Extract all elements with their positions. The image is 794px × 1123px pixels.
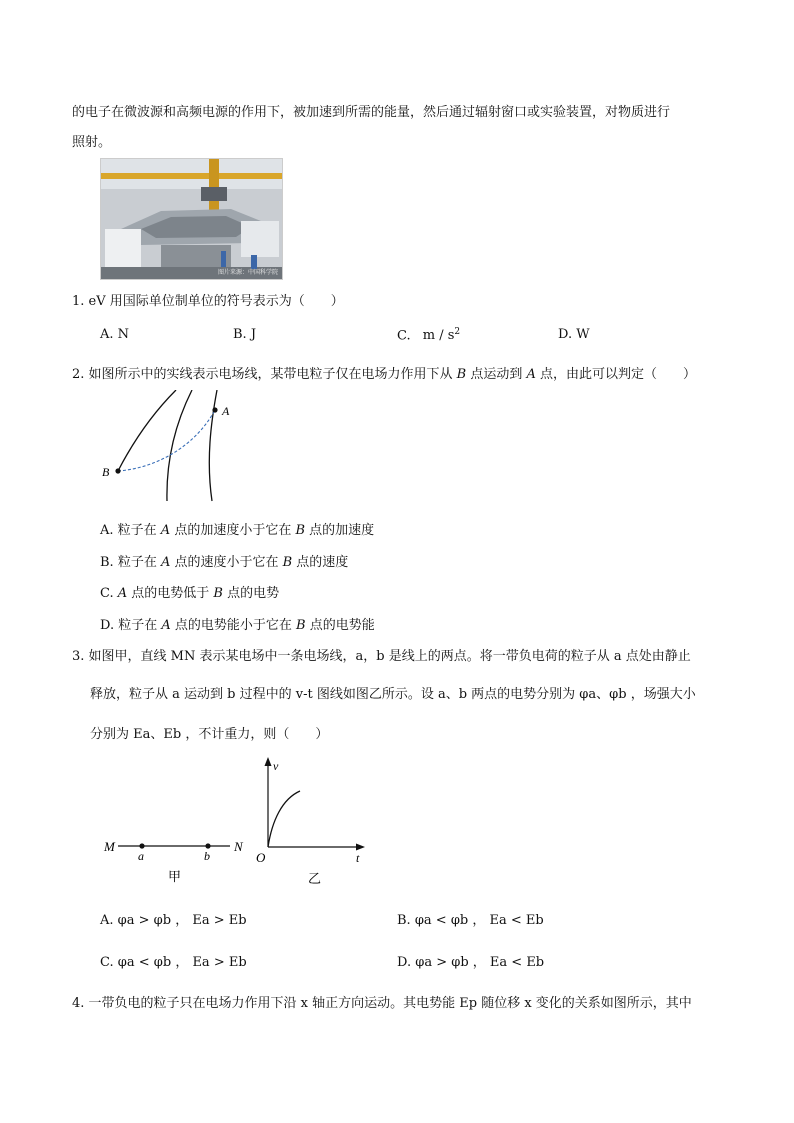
label-origin: O — [256, 850, 266, 865]
point-b — [115, 468, 120, 473]
t-axis-arrow — [356, 844, 365, 851]
q2-option-c-v1: A — [117, 586, 128, 601]
q2-stem — [72, 363, 696, 382]
q2-option-b-post: 点的速度 — [292, 555, 349, 570]
q1-option-c[interactable] — [397, 327, 460, 343]
intro-line-2: 照射。 — [72, 135, 112, 150]
q2-stem-b: B — [456, 367, 467, 382]
v-axis-arrow — [265, 757, 272, 766]
point-a — [212, 407, 217, 412]
q1-option-d[interactable]: D. W — [558, 327, 590, 342]
label-b-small: b — [204, 849, 210, 863]
q3-option-d[interactable]: D. φa > φb ， Ea < Eb — [397, 955, 545, 970]
q2-option-c-v2: B — [213, 586, 223, 601]
particle-trajectory — [118, 410, 215, 471]
label-a: A — [222, 404, 230, 418]
field-line-3 — [209, 390, 217, 501]
q2-option-b-v1: A — [160, 555, 171, 570]
q3-line-1: 3. 如图甲，直线 MN 表示某电场中一条电场线，a，b 是线上的两点。将一带负电荷的粒子从 a 点处由静止 — [72, 649, 691, 664]
q2-stem-post: 点，由此可以判定（ ） — [535, 367, 697, 382]
label-t: t — [356, 851, 360, 865]
q1-option-a[interactable]: A. N — [100, 327, 130, 342]
q2-option-d-post: 点的电势能 — [305, 618, 375, 633]
q1-option-b[interactable]: B. J — [233, 327, 257, 342]
q1-option-c-prefix: C. — [397, 328, 411, 344]
q2-option-d-mid: 点的电势能小于它在 — [170, 618, 297, 633]
q2-option-c-mid: 点的电势低于 — [127, 586, 214, 601]
q3-line-3: 分别为 Ea、Eb ，不计重力，则（ ） — [90, 727, 329, 742]
accelerator-photo-drawing — [101, 159, 282, 279]
q2-option-d[interactable] — [100, 614, 375, 633]
field-line-1 — [118, 390, 176, 471]
accelerator-photo — [100, 158, 283, 280]
point-a-dot — [139, 843, 144, 848]
q2-option-a-v2: B — [295, 523, 306, 538]
q2-stem-pre: 2. 如图所示中的实线表示电场线，某带电粒子仅在电场力作用下从 — [72, 367, 457, 382]
label-n: N — [234, 839, 243, 854]
label-jia: 甲 — [168, 869, 182, 884]
label-a-small: a — [138, 849, 144, 863]
q2-option-b-pre: B. 粒子在 — [100, 555, 161, 570]
field-line-2 — [167, 390, 192, 501]
q3-option-a[interactable]: A. φa > φb ， Ea > Eb — [100, 913, 247, 928]
label-b: B — [102, 465, 110, 479]
q2-option-b[interactable] — [100, 551, 348, 570]
photo-caption: 图片来源：中国科学院 — [217, 269, 278, 276]
q1-stem: 1. eV 用国际单位制单位的符号表示为（ ） — [72, 294, 344, 309]
q2-option-a-mid: 点的加速度小于它在 — [170, 523, 296, 538]
q2-option-d-v2: B — [296, 618, 306, 633]
q3-figure-jia — [98, 830, 258, 890]
q2-stem-a: A — [526, 367, 536, 382]
q2-option-a-post: 点的加速度 — [305, 523, 375, 538]
q1-option-c-exponent: 2 — [454, 327, 461, 337]
q2-option-c[interactable] — [100, 582, 279, 601]
q2-option-c-post: 点的电势 — [222, 586, 280, 601]
q3-option-c[interactable]: C. φa < φb ， Ea > Eb — [100, 955, 247, 970]
q2-option-d-pre: D. 粒子在 — [100, 618, 162, 633]
q2-option-a-pre: A. 粒子在 — [100, 523, 161, 538]
q4-stem: 4. 一带负电的粒子只在电场力作用下沿 x 轴正方向运动。其电势能 Ep 随位移 x 变化的关系如图所示，其中 — [72, 996, 692, 1011]
q2-option-b-mid: 点的速度小于它在 — [170, 555, 283, 570]
q2-option-d-v1: A — [161, 618, 171, 633]
label-v: v — [273, 759, 279, 773]
v-t-curve — [268, 791, 300, 847]
q2-field-line-figure — [96, 390, 246, 505]
q2-option-c-pre: C. — [100, 586, 118, 601]
q1-option-c-unit: m / s — [422, 328, 455, 344]
q2-option-b-v2: B — [282, 555, 293, 570]
q3-figure-yi — [250, 755, 370, 890]
q3-line-2: 释放，粒子从 a 运动到 b 过程中的 v-t 图线如图乙所示。设 a、b 两点的电势分别为 φa、φb ，场强大小 — [90, 687, 696, 702]
q2-option-a-v1: A — [160, 523, 171, 538]
q3-option-b[interactable]: B. φa < φb ， Ea < Eb — [397, 913, 544, 928]
label-m: M — [104, 839, 115, 854]
q2-option-a[interactable] — [100, 519, 374, 538]
label-yi: 乙 — [308, 871, 322, 886]
q2-stem-mid: 点运动到 — [466, 367, 527, 382]
intro-line-1: 的电子在微波源和高频电源的作用下，被加速到所需的能量，然后通过辐射窗口或实验装置，对物质进行 — [72, 105, 671, 120]
point-b-dot — [205, 843, 210, 848]
